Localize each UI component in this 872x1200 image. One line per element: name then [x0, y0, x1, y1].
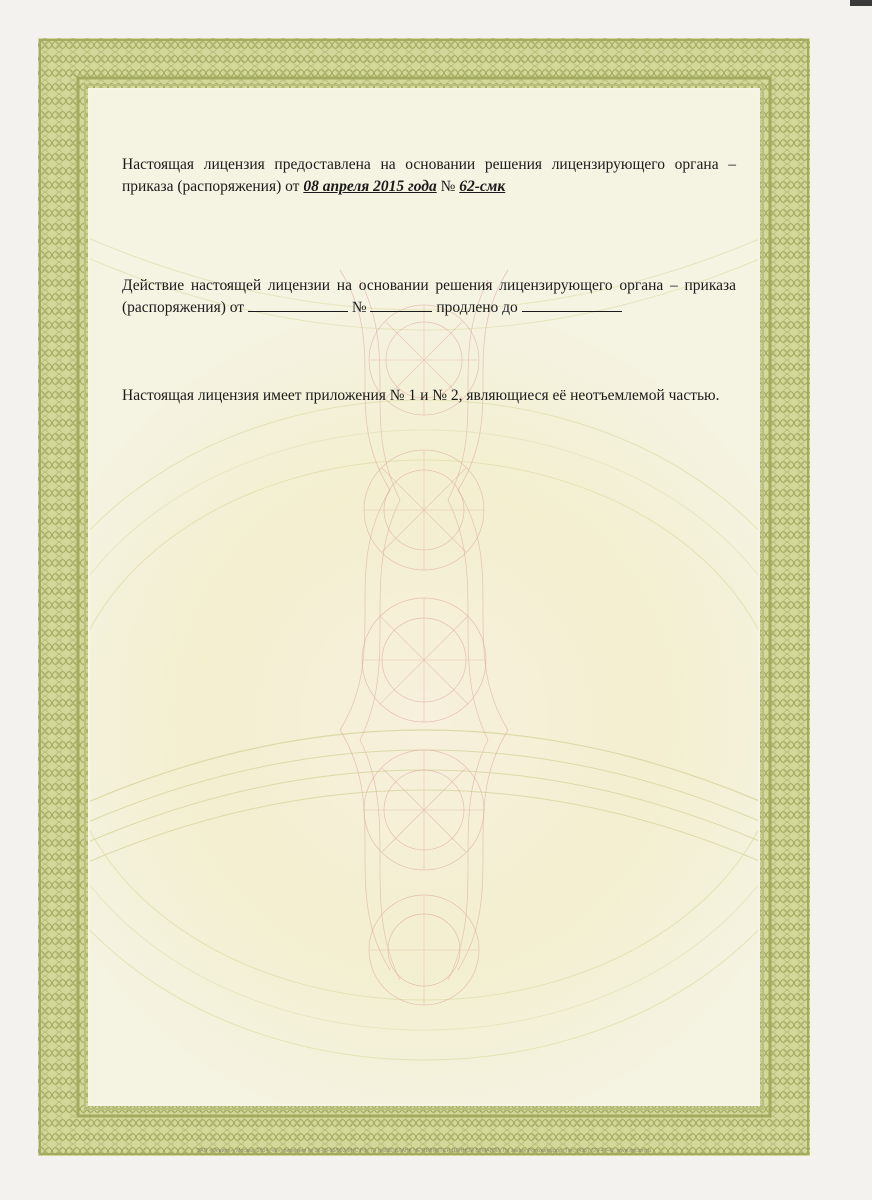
decision-date: 08 апреля 2015 года — [303, 178, 437, 195]
printer-imprint: ЗАО «Опцион», Москва, 2014, «Б», лицензия № 05-05-09/003 ФНС РФ, ТЗ №808, БЛАНК НЕ ЯВЛЯЕТСЯ ЦЕННОЙ БУМАГОЙ. По заказу Роскомнадзор. Тел. (495) 726-47-42, www.opcion.ru — [197, 1148, 651, 1154]
security-background-pattern — [90, 90, 758, 1104]
license-basis-paragraph — [122, 154, 736, 198]
extension-date-blank — [248, 297, 348, 312]
annexes-text: Настоящая лицензия имеет приложения № 1 и № 2, являющиеся её неотъемлемой частью. — [122, 387, 720, 404]
basis-text: Настоящая лицензия предоставлена на основании решения лицензирующего органа – приказа (распоряжения) от — [122, 156, 736, 195]
document-body — [90, 90, 758, 1104]
extension-number-blank — [370, 297, 432, 312]
extension-number-sign: № — [347, 299, 371, 316]
extended-until-blank — [522, 297, 622, 312]
annexes-paragraph — [122, 385, 736, 407]
license-extension-paragraph — [122, 275, 736, 319]
license-sheet — [38, 38, 810, 1156]
scanner-edge-mark — [850, 0, 872, 6]
extended-until-text: продлено до — [432, 299, 522, 316]
order-number: 62-смк — [459, 178, 506, 195]
number-sign: № — [436, 178, 460, 195]
extension-text: Действие настоящей лицензии на основании решения лицензирующего органа – приказа (распоряжения) от — [122, 277, 736, 316]
